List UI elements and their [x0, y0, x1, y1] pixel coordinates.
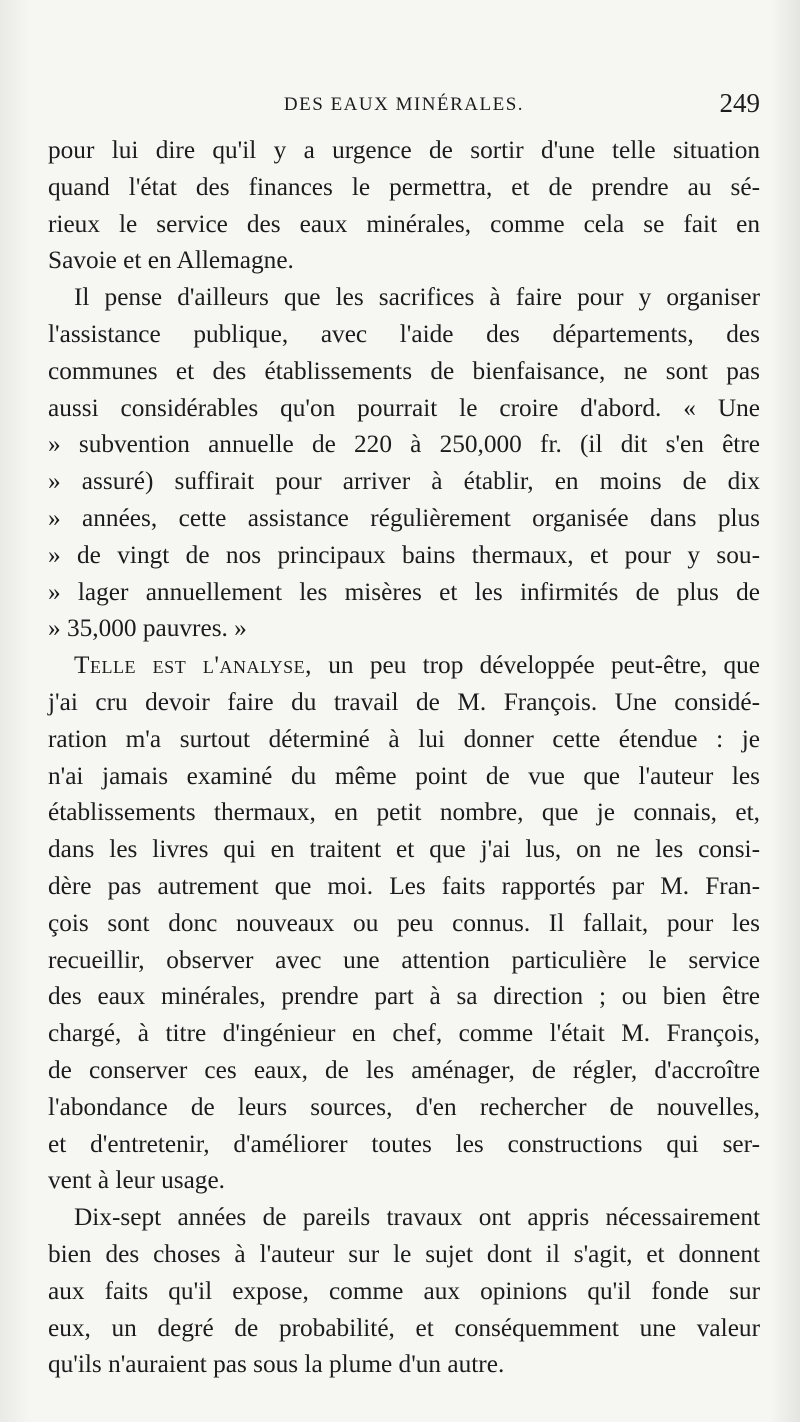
text-line: établissements thermaux, en petit nombre, que je connais, et, — [48, 798, 760, 827]
page-header — [48, 88, 760, 128]
text-line: pour lui dire qu'il y a urgence de sortir d'une telle situation — [48, 136, 760, 164]
text-line: j'ai cru devoir faire du travail de M. François. Une considé- — [48, 687, 760, 716]
text-line: Dix-sept années de pareils travaux ont appris nécessairement — [74, 1203, 760, 1232]
text-line: » 35,000 pauvres. » — [48, 614, 247, 643]
text-line: dère pas autrement que moi. Les faits rapportés par M. Fran- — [48, 871, 760, 900]
text-line: n'ai jamais examiné du même point de vue que l'auteur les — [48, 761, 760, 790]
body-text — [48, 132, 760, 1383]
text-line: Il pense d'ailleurs que les sacrifices à faire pour y organiser — [74, 283, 760, 312]
text-fragment: un peu trop développée peut-être, que — [312, 651, 761, 680]
text-line: communes et des établissements de bienfaisance, ne sont pas — [48, 356, 760, 385]
paragraph-lead: Telle est l'analyse, — [74, 651, 313, 680]
text-line: bien des choses à l'auteur sur le sujet dont il s'agit, et donnent — [48, 1239, 760, 1268]
text-line: » subvention annuelle de 220 à 250,000 fr. (il dit s'en être — [48, 430, 760, 459]
text-line: l'abondance de leurs sources, d'en rechercher de nouvelles, — [48, 1092, 760, 1121]
text-line: rieux le service des eaux minérales, comme cela se fait en — [48, 209, 760, 238]
paragraph — [48, 132, 760, 279]
text-line: çois sont donc nouveaux ou peu connus. Il fallait, pour les — [48, 908, 760, 937]
text-line: et d'entretenir, d'améliorer toutes les constructions qui ser- — [48, 1129, 760, 1158]
text-line: dans les livres qui en traitent et que j'ai lus, on ne les consi- — [48, 835, 760, 864]
text-line: eux, un degré de probabilité, et conséquemment une valeur — [48, 1313, 760, 1342]
text-line: » de vingt de nos principaux bains thermaux, et pour y sou- — [48, 540, 760, 569]
text-line: des eaux minérales, prendre part à sa direction ; ou bien être — [48, 982, 760, 1011]
paragraph — [48, 1199, 760, 1383]
text-line: Savoie et en Allemagne. — [48, 246, 294, 275]
text-line — [48, 647, 760, 684]
text-line: » lager annuellement les misères et les infirmités de plus de — [48, 577, 760, 606]
text-line: de conserver ces eaux, de les aménager, de régler, d'accroître — [48, 1055, 760, 1084]
text-line: recueillir, observer avec une attention particulière le service — [48, 945, 760, 974]
text-line: aussi considérables qu'on pourrait le croire d'abord. « Une — [48, 393, 760, 422]
text-line: » années, cette assistance régulièrement organisée dans plus — [48, 503, 760, 532]
text-line: l'assistance publique, avec l'aide des départements, des — [48, 319, 760, 348]
text-line: quand l'état des finances le permettra, et de prendre au sé- — [48, 172, 760, 201]
paragraph — [48, 647, 760, 1199]
text-line: qu'ils n'auraient pas sous la plume d'un autre. — [48, 1350, 505, 1379]
paragraph — [48, 279, 760, 647]
text-line: aux faits qu'il expose, comme aux opinions qu'il fonde sur — [48, 1276, 760, 1305]
text-line: » assuré) suffirait pour arriver à établir, en moins de dix — [48, 467, 760, 496]
text-line: chargé, à titre d'ingénieur en chef, comme l'était M. François, — [48, 1019, 760, 1048]
page-number: 249 — [719, 88, 760, 118]
text-line: vent à leur usage. — [48, 1166, 226, 1195]
text-line: ration m'a surtout déterminé à lui donner cette étendue : je — [48, 724, 760, 753]
running-title: DES EAUX MINÉRALES. — [283, 94, 525, 115]
